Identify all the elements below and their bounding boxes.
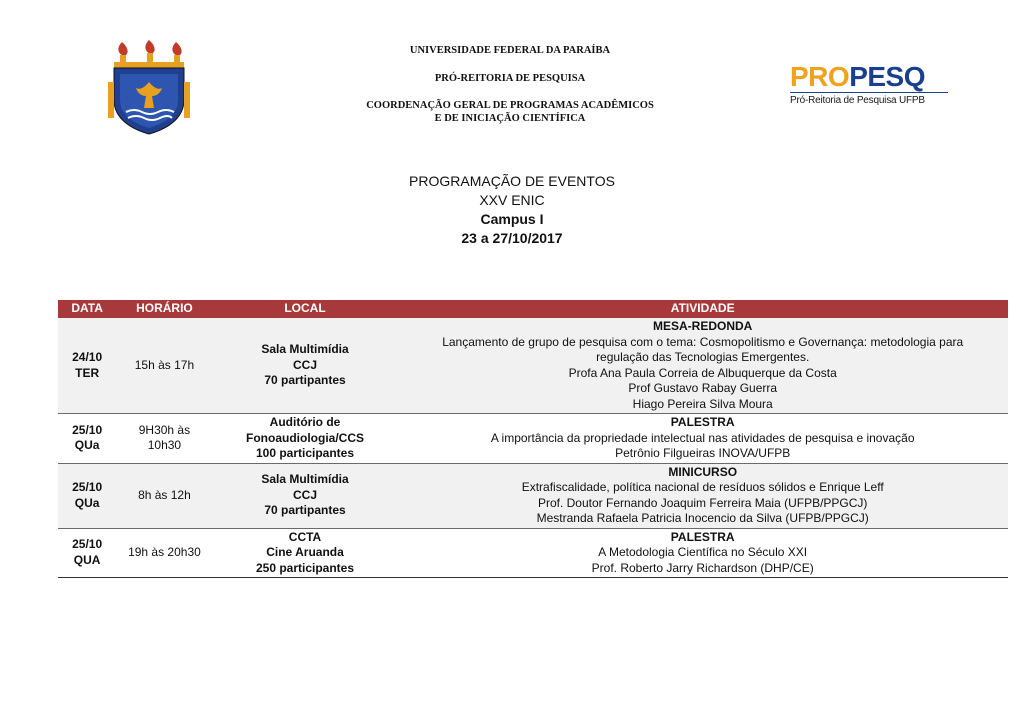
local-line: CCJ bbox=[293, 357, 318, 372]
institution-header bbox=[330, 44, 690, 125]
date-weekday: QUA bbox=[73, 552, 101, 567]
column-header-time: HORÁRIO bbox=[116, 300, 212, 318]
row-time bbox=[116, 463, 212, 528]
activity-detail: Extrafiscalidade, política nacional de resíduos sólidos e Enrique Leff bbox=[521, 480, 884, 494]
schedule-table bbox=[58, 300, 1008, 578]
activity-kind: MINICURSO bbox=[668, 464, 738, 479]
time-line: 9H30h às bbox=[138, 422, 191, 437]
logo-pesq: PESQ bbox=[849, 61, 925, 92]
event-dates: 23 a 27/10/2017 bbox=[461, 230, 563, 246]
row-activity bbox=[397, 463, 1008, 528]
row-activity bbox=[397, 318, 1008, 414]
date-weekday: QUa bbox=[74, 495, 100, 510]
local-line: 100 participantes bbox=[255, 446, 355, 460]
table-row bbox=[58, 463, 1008, 528]
event-title-line1: PROGRAMAÇÃO DE EVENTOS bbox=[409, 173, 615, 189]
column-header-local: LOCAL bbox=[213, 300, 398, 318]
local-line: CCTA bbox=[288, 529, 322, 544]
activity-detail: regulação das Tecnologias Emergentes. bbox=[596, 350, 810, 364]
column-header-date: DATA bbox=[58, 300, 116, 318]
local-line: Sala Multimídia bbox=[261, 342, 349, 357]
local-line: CCJ bbox=[293, 487, 318, 502]
activity-kind: PALESTRA bbox=[670, 415, 735, 429]
logo-subtitle: Pró-Reitoria de Pesquisa UFPB bbox=[790, 92, 948, 106]
row-local bbox=[213, 318, 398, 414]
table-row bbox=[58, 318, 1008, 414]
table-row bbox=[58, 414, 1008, 464]
pro-rectorate-name: PRÓ-REITORIA DE PESQUISA bbox=[434, 73, 586, 84]
time-line: 10h30 bbox=[147, 438, 182, 453]
local-line: Fonoaudiologia/CCS bbox=[246, 430, 364, 445]
activity-kind: MESA-REDONDA bbox=[653, 319, 753, 333]
row-local bbox=[213, 414, 398, 464]
local-line: Sala Multimídia bbox=[261, 472, 349, 487]
logo-pro: PRO bbox=[790, 61, 850, 92]
activity-detail: Prof. Doutor Fernando Joaquim Ferreira Maia (UFPB/PPGCJ) bbox=[537, 495, 868, 510]
table-row bbox=[58, 528, 1008, 578]
date-weekday: TER bbox=[75, 365, 100, 380]
activity-detail: Hiago Pereira Silva Moura bbox=[632, 396, 773, 411]
row-time bbox=[116, 318, 212, 414]
university-name: UNIVERSIDADE FEDERAL DA PARAÍBA bbox=[409, 45, 611, 56]
activity-detail: Prof. Roberto Jarry Richardson (DHP/CE) bbox=[591, 560, 814, 575]
row-date bbox=[58, 528, 116, 578]
time-line: 8h às 12h bbox=[138, 487, 191, 502]
row-local bbox=[213, 528, 398, 578]
local-line: Auditório de bbox=[269, 415, 341, 429]
row-time bbox=[116, 414, 212, 464]
time-line: 15h às 17h bbox=[134, 357, 195, 372]
row-date bbox=[58, 463, 116, 528]
coordination-name-line2: E DE INICIAÇÃO CIENTÍFICA bbox=[434, 113, 586, 124]
activity-detail: A Metodologia Científica no Século XXI bbox=[598, 545, 808, 559]
date-day: 25/10 bbox=[72, 422, 103, 437]
event-title-line2: XXV ENIC bbox=[479, 192, 545, 208]
activity-kind: PALESTRA bbox=[670, 529, 735, 544]
row-date bbox=[58, 318, 116, 414]
propesq-logo bbox=[790, 62, 960, 122]
activity-detail: Lançamento de grupo de pesquisa com o tema: Cosmopolitismo e Governança: metodologia para bbox=[442, 334, 964, 349]
event-title-block bbox=[312, 172, 712, 248]
date-day: 24/10 bbox=[72, 350, 103, 364]
activity-detail: Mestranda Rafaela Patricia Inocencio da Silva (UFPB/PPGCJ) bbox=[536, 511, 869, 525]
date-day: 25/10 bbox=[72, 537, 103, 552]
activity-detail: Prof Gustavo Rabay Guerra bbox=[628, 381, 778, 395]
table-header-row bbox=[58, 300, 1008, 318]
local-line: Cine Aruanda bbox=[266, 545, 344, 559]
date-weekday: QUa bbox=[74, 438, 100, 453]
time-line: 19h às 20h30 bbox=[128, 545, 201, 559]
date-day: 25/10 bbox=[72, 480, 103, 494]
row-activity bbox=[397, 414, 1008, 464]
local-line: 250 participantes bbox=[255, 560, 355, 575]
activity-detail: A importância da propriedade intelectual nas atividades de pesquisa e inovação bbox=[490, 430, 915, 445]
row-local bbox=[213, 463, 398, 528]
column-header-activity: ATIVIDADE bbox=[397, 300, 1008, 318]
local-line: 70 partipantes bbox=[264, 373, 346, 388]
event-campus: Campus I bbox=[480, 211, 544, 227]
row-date bbox=[58, 414, 116, 464]
row-time bbox=[116, 528, 212, 578]
ufpb-crest-icon bbox=[104, 38, 194, 136]
activity-detail: Profa Ana Paula Correia de Albuquerque da Costa bbox=[568, 365, 837, 380]
activity-detail: Petrônio Filgueiras INOVA/UFPB bbox=[615, 446, 791, 460]
coordination-name: COORDENAÇÃO GERAL DE PROGRAMAS ACADÊMICOS bbox=[366, 100, 654, 111]
propesq-wordmark bbox=[790, 62, 960, 92]
local-line: 70 partipantes bbox=[264, 503, 346, 518]
row-activity bbox=[397, 528, 1008, 578]
